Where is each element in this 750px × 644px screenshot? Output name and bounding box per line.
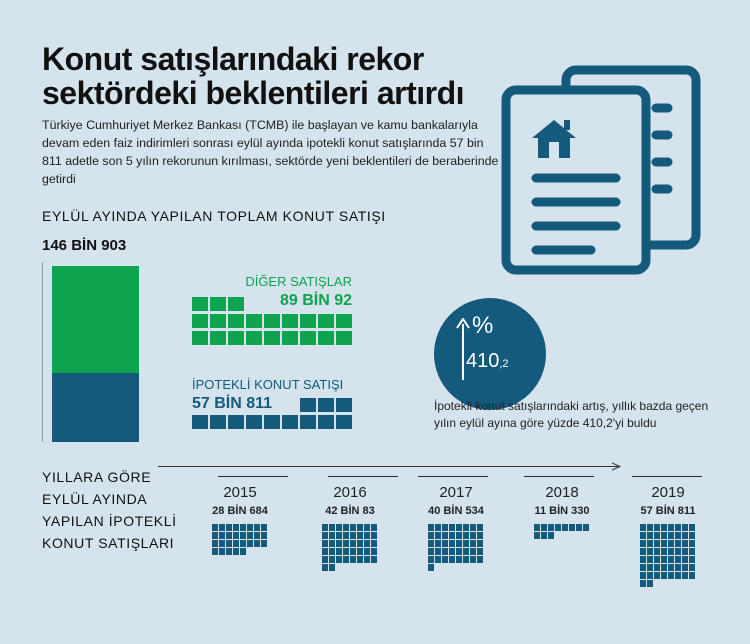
waffle-square	[210, 314, 226, 328]
waffle-unit	[689, 540, 695, 547]
waffle-unit	[254, 524, 260, 531]
waffle-unit	[675, 532, 681, 539]
waffle-unit	[226, 524, 232, 531]
waffle-unit	[428, 564, 434, 571]
waffle-unit	[583, 524, 589, 531]
waffle-unit	[329, 540, 335, 547]
waffle-unit	[212, 540, 218, 547]
waffle-unit	[463, 524, 469, 531]
other-sales-value: 89 BİN 92	[279, 292, 352, 309]
waffle-unit	[654, 572, 660, 579]
waffle-unit	[668, 540, 674, 547]
waffle-unit	[562, 524, 568, 531]
waffle-unit	[463, 556, 469, 563]
waffle-unit	[261, 532, 267, 539]
waffle-unit	[428, 556, 434, 563]
waffle-square	[300, 314, 316, 328]
year-label: 2018	[545, 484, 579, 501]
waffle-unit	[364, 556, 370, 563]
waffle-unit	[640, 572, 646, 579]
waffle-unit	[350, 524, 356, 531]
waffle-unit	[442, 532, 448, 539]
years-chart-title: YILLARA GÖRE EYLÜL AYINDA YAPILAN İPOTEKLİ KONUT SATIŞLARI	[42, 469, 177, 551]
waffle-unit	[661, 540, 667, 547]
waffle-unit	[240, 540, 246, 547]
waffle-unit	[371, 524, 377, 531]
waffle-unit	[661, 564, 667, 571]
page-title: Konut satışlarındaki rekor sektördeki beklentileri artırdı	[42, 41, 464, 111]
waffle-unit	[219, 540, 225, 547]
house-document-icon	[496, 60, 716, 280]
waffle-unit	[534, 524, 540, 531]
waffle-unit	[654, 532, 660, 539]
waffle-unit	[548, 524, 554, 531]
waffle-unit	[240, 548, 246, 555]
waffle-unit	[428, 524, 434, 531]
waffle-unit	[682, 524, 688, 531]
waffle-unit	[226, 532, 232, 539]
waffle-unit	[343, 532, 349, 539]
waffle-unit	[322, 524, 328, 531]
waffle-unit	[226, 540, 232, 547]
waffle-unit	[322, 540, 328, 547]
waffle-unit	[435, 524, 441, 531]
waffle-unit	[371, 548, 377, 555]
waffle-unit	[456, 532, 462, 539]
timeline-line	[158, 466, 618, 467]
waffle-unit	[675, 556, 681, 563]
waffle-unit	[654, 564, 660, 571]
other-sales-label: DİĞER SATIŞLAR	[245, 274, 352, 289]
waffle-unit	[357, 532, 363, 539]
waffle-unit	[343, 524, 349, 531]
waffle-square	[246, 415, 262, 429]
waffle-unit	[682, 532, 688, 539]
year-label: 2017	[439, 484, 473, 501]
waffle-unit	[233, 548, 239, 555]
waffle-unit	[477, 532, 483, 539]
waffle-square	[210, 331, 226, 345]
waffle-unit	[247, 532, 253, 539]
waffle-unit	[682, 564, 688, 571]
waffle-unit	[654, 548, 660, 555]
waffle-square	[264, 415, 280, 429]
year-label: 2016	[333, 484, 367, 501]
waffle-square	[282, 331, 298, 345]
waffle-unit	[247, 540, 253, 547]
waffle-square	[228, 415, 244, 429]
waffle-unit	[240, 524, 246, 531]
waffle-unit	[329, 532, 335, 539]
waffle-square	[336, 415, 352, 429]
waffle-unit	[442, 556, 448, 563]
waffle-square	[228, 297, 244, 311]
other-sales-bar	[52, 266, 139, 373]
mortgage-sales-label: İPOTEKLİ KONUT SATIŞI	[192, 377, 344, 392]
waffle-unit	[233, 540, 239, 547]
waffle-square	[318, 415, 334, 429]
waffle-unit	[371, 532, 377, 539]
waffle-square	[264, 331, 280, 345]
waffle-unit	[647, 572, 653, 579]
waffle-square	[318, 331, 334, 345]
waffle-square	[228, 331, 244, 345]
waffle-square	[192, 297, 208, 311]
waffle-unit	[449, 524, 455, 531]
growth-circle	[434, 298, 546, 410]
waffle-unit	[661, 556, 667, 563]
waffle-unit	[254, 540, 260, 547]
waffle-unit	[428, 548, 434, 555]
waffle-unit	[254, 532, 260, 539]
waffle-square	[300, 398, 316, 412]
waffle-unit	[364, 524, 370, 531]
waffle-unit	[371, 540, 377, 547]
waffle-unit	[640, 532, 646, 539]
year-value-label: 57 BİN 811	[640, 505, 696, 517]
waffle-unit	[456, 556, 462, 563]
waffle-unit	[668, 564, 674, 571]
growth-decimal: ,2	[499, 358, 509, 370]
waffle-unit	[442, 548, 448, 555]
section-title: EYLÜL AYINDA YAPILAN TOPLAM KONUT SATIŞI	[42, 208, 386, 224]
waffle-unit	[541, 532, 547, 539]
waffle-unit	[449, 540, 455, 547]
waffle-unit	[640, 524, 646, 531]
waffle-square	[210, 415, 226, 429]
waffle-unit	[548, 532, 554, 539]
waffle-unit	[534, 532, 540, 539]
waffle-unit	[261, 524, 267, 531]
waffle-unit	[675, 524, 681, 531]
waffle-unit	[336, 548, 342, 555]
year-value-label: 11 BİN 330	[534, 505, 590, 517]
waffle-unit	[233, 524, 239, 531]
waffle-unit	[456, 540, 462, 547]
waffle-square	[318, 398, 334, 412]
waffle-unit	[689, 572, 695, 579]
waffle-square	[318, 314, 334, 328]
waffle-unit	[689, 556, 695, 563]
waffle-square	[228, 314, 244, 328]
waffle-unit	[689, 524, 695, 531]
waffle-unit	[212, 524, 218, 531]
waffle-square	[336, 331, 352, 345]
waffle-unit	[470, 540, 476, 547]
waffle-unit	[647, 524, 653, 531]
waffle-square	[192, 314, 208, 328]
percent-sign: %	[472, 312, 494, 339]
waffle-unit	[329, 564, 335, 571]
growth-integer: 410	[466, 350, 500, 372]
waffle-unit	[470, 532, 476, 539]
waffle-unit	[668, 532, 674, 539]
waffle-unit	[477, 556, 483, 563]
waffle-unit	[689, 548, 695, 555]
waffle-unit	[477, 524, 483, 531]
waffle-unit	[647, 564, 653, 571]
waffle-square	[282, 415, 298, 429]
waffle-square	[300, 331, 316, 345]
year-label: 2015	[223, 484, 257, 501]
waffle-unit	[682, 572, 688, 579]
year-value-label: 42 BİN 83	[325, 505, 375, 517]
waffle-unit	[654, 540, 660, 547]
waffle-unit	[675, 540, 681, 547]
waffle-unit	[364, 532, 370, 539]
waffle-unit	[456, 548, 462, 555]
waffle-square	[192, 415, 208, 429]
waffle-unit	[640, 548, 646, 555]
waffle-unit	[668, 572, 674, 579]
waffle-square	[246, 314, 262, 328]
waffle-unit	[470, 524, 476, 531]
waffle-unit	[336, 556, 342, 563]
waffle-unit	[322, 556, 328, 563]
waffle-unit	[576, 524, 582, 531]
year-value-label: 40 BİN 534	[428, 505, 484, 517]
waffle-unit	[350, 540, 356, 547]
waffle-unit	[357, 540, 363, 547]
waffle-unit	[435, 540, 441, 547]
waffle-unit	[640, 580, 646, 587]
bar-axis	[42, 262, 43, 442]
waffle-unit	[364, 548, 370, 555]
waffle-unit	[470, 556, 476, 563]
waffle-unit	[668, 524, 674, 531]
waffle-unit	[449, 532, 455, 539]
year-label: 2019	[651, 484, 685, 501]
mortgage-sales-value: 57 BİN 811	[192, 395, 273, 412]
waffle-unit	[329, 524, 335, 531]
waffle-unit	[357, 556, 363, 563]
waffle-unit	[357, 524, 363, 531]
waffle-unit	[647, 580, 653, 587]
waffle-unit	[336, 540, 342, 547]
waffle-square	[282, 314, 298, 328]
waffle-unit	[336, 524, 342, 531]
waffle-unit	[343, 540, 349, 547]
waffle-unit	[350, 548, 356, 555]
waffle-unit	[435, 532, 441, 539]
waffle-unit	[233, 532, 239, 539]
waffle-unit	[442, 524, 448, 531]
waffle-unit	[463, 540, 469, 547]
waffle-unit	[647, 556, 653, 563]
waffle-unit	[682, 556, 688, 563]
waffle-unit	[247, 524, 253, 531]
waffle-unit	[350, 532, 356, 539]
waffle-unit	[329, 548, 335, 555]
waffle-unit	[675, 548, 681, 555]
waffle-square	[336, 398, 352, 412]
waffle-unit	[219, 548, 225, 555]
waffle-unit	[435, 556, 441, 563]
waffle-square	[210, 297, 226, 311]
growth-value	[466, 350, 509, 373]
waffle-unit	[322, 564, 328, 571]
waffle-unit	[682, 548, 688, 555]
waffle-unit	[329, 556, 335, 563]
waffle-unit	[261, 540, 267, 547]
waffle-unit	[477, 540, 483, 547]
waffle-unit	[661, 572, 667, 579]
waffle-unit	[350, 556, 356, 563]
waffle-unit	[661, 524, 667, 531]
waffle-unit	[682, 540, 688, 547]
total-sales-value: 146 BİN 903	[42, 237, 127, 254]
waffle-unit	[661, 532, 667, 539]
waffle-unit	[463, 532, 469, 539]
waffle-unit	[456, 524, 462, 531]
year-value-label: 28 BİN 684	[212, 505, 268, 517]
waffle-unit	[336, 532, 342, 539]
waffle-square	[300, 415, 316, 429]
waffle-unit	[322, 532, 328, 539]
waffle-unit	[219, 524, 225, 531]
intro-text: Türkiye Cumhuriyet Merkez Bankası (TCMB) ile başlayan ve kamu bankalarıyla devam eden faiz indirimleri sonrası eylül ayında ipotekli konut satışlarında 57 bin 811 adetle son 5 yılın rekorunun kırılması, sektörde yeni beklentileri de beraberinde getirdi	[42, 118, 499, 186]
waffle-unit	[322, 548, 328, 555]
waffle-unit	[371, 556, 377, 563]
waffle-unit	[675, 572, 681, 579]
waffle-unit	[555, 524, 561, 531]
waffle-unit	[668, 556, 674, 563]
waffle-unit	[470, 548, 476, 555]
waffle-unit	[477, 548, 483, 555]
waffle-unit	[219, 532, 225, 539]
waffle-unit	[654, 524, 660, 531]
waffle-unit	[343, 556, 349, 563]
waffle-unit	[647, 532, 653, 539]
waffle-square	[336, 314, 352, 328]
waffle-unit	[647, 540, 653, 547]
waffle-unit	[428, 532, 434, 539]
arrow-right-icon	[612, 462, 622, 472]
waffle-square	[246, 331, 262, 345]
waffle-unit	[668, 548, 674, 555]
waffle-unit	[541, 524, 547, 531]
waffle-unit	[212, 548, 218, 555]
waffle-unit	[240, 532, 246, 539]
waffle-unit	[675, 564, 681, 571]
waffle-unit	[647, 548, 653, 555]
waffle-square	[264, 314, 280, 328]
waffle-unit	[343, 548, 349, 555]
waffle-unit	[640, 540, 646, 547]
waffle-unit	[435, 548, 441, 555]
waffle-square	[192, 331, 208, 345]
waffle-unit	[640, 556, 646, 563]
waffle-unit	[569, 524, 575, 531]
waffle-unit	[654, 556, 660, 563]
waffle-unit	[357, 548, 363, 555]
waffle-unit	[463, 548, 469, 555]
waffle-unit	[661, 548, 667, 555]
waffle-unit	[689, 532, 695, 539]
growth-caption: İpotekli konut satışlarındaki artış, yıllık bazda geçen yılın eylül ayına göre yüzde 410,2'yi buldu	[434, 399, 709, 430]
waffle-unit	[212, 532, 218, 539]
mortgage-sales-bar	[52, 373, 139, 442]
waffle-unit	[640, 564, 646, 571]
waffle-unit	[449, 548, 455, 555]
waffle-unit	[442, 540, 448, 547]
waffle-unit	[226, 548, 232, 555]
waffle-unit	[428, 540, 434, 547]
waffle-unit	[364, 540, 370, 547]
waffle-unit	[689, 564, 695, 571]
waffle-unit	[449, 556, 455, 563]
